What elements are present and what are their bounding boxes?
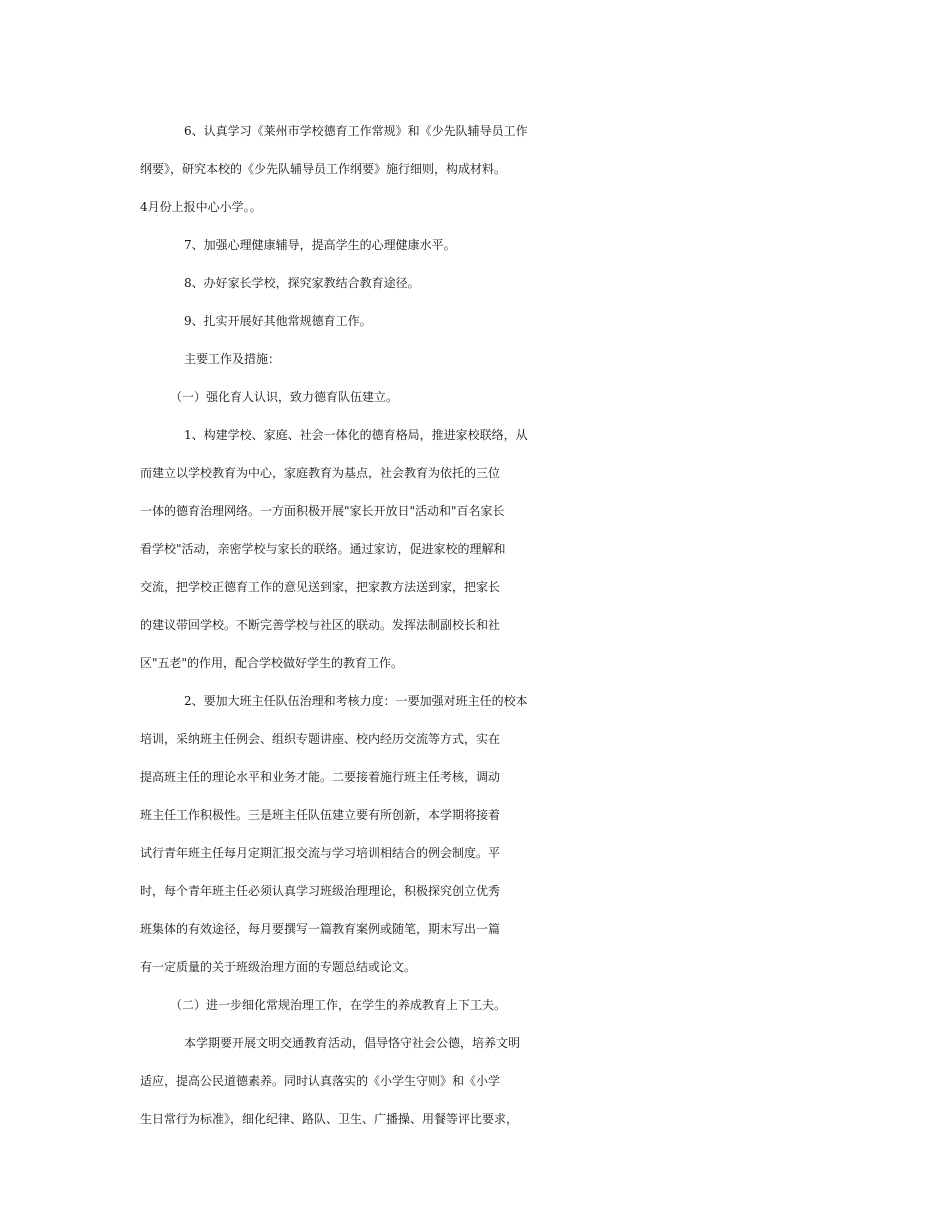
paragraph-line: 9、扎实开展好其他常规德育工作。 — [184, 314, 372, 328]
paragraph-line: 的建议带回学校。不断完善学校与社区的联动。发挥法制副校长和社 — [140, 618, 501, 632]
paragraph-line: 纲要》，研究本校的《少先队辅导员工作纲要》施行细则，构成材料。 — [140, 162, 507, 176]
paragraph-line: 培训，采纳班主任例会、组织专题讲座、校内经历交流等方式，实在 — [140, 732, 501, 746]
paragraph-line: 一体的德育治理网络。一方面积极开展"家长开放日"活动和"百名家长 — [140, 504, 505, 518]
paragraph-line: 2、要加大班主任队伍治理和考核力度：一要加强对班主任的校本 — [184, 694, 528, 708]
section-heading: （二）进一步细化常规治理工作，在学生的养成教育上下工夫。 — [170, 998, 507, 1012]
paragraph-line: 本学期要开展文明交通教育活动，倡导恪守社会公德，培养文明 — [184, 1036, 521, 1050]
paragraph-line: 适应，提高公民道德素养。同时认真落实的《小学生守则》和《小学 — [140, 1074, 501, 1088]
paragraph-line: 提高班主任的理论水平和业务才能。二要接着施行班主任考核，调动 — [140, 770, 501, 784]
paragraph-line: 1、构建学校、家庭、社会一体化的德育格局，推进家校联络，从 — [184, 428, 528, 442]
paragraph-line: 班集体的有效途径，每月要撰写一篇教育案例或随笔，期末写出一篇 — [140, 922, 501, 936]
paragraph-line: 时，每个青年班主任必须认真学习班级治理理论，积极探究创立优秀 — [140, 884, 501, 898]
paragraph-line: 班主任工作积极性。三是班主任队伍建立要有所创新，本学期将接着 — [140, 808, 501, 822]
paragraph-line: 7、加强心理健康辅导，提高学生的心理健康水平。 — [184, 238, 456, 252]
paragraph-line: 有一定质量的关于班级治理方面的专题总结或论文。 — [140, 960, 417, 974]
paragraph-line: 交流，把学校正德育工作的意见送到家，把家教方法送到家，把家长 — [140, 580, 501, 594]
paragraph-line: 区"五老"的作用，配合学校做好学生的教育工作。 — [140, 656, 404, 670]
paragraph-line: 8、办好家长学校，探究家教结合教育途径。 — [184, 276, 420, 290]
section-heading: 主要工作及措施： — [184, 352, 281, 366]
paragraph-line: 4月份上报中心小学。。 — [140, 200, 262, 214]
paragraph-line: 看学校"活动，亲密学校与家长的联络。通过家访，促进家校的理解和 — [140, 542, 506, 556]
paragraph-line: 生日常行为标准》，细化纪律、路队、卫生、广播操、用餐等评比要求， — [140, 1112, 519, 1126]
paragraph-line: 6、认真学习《莱州市学校德育工作常规》和《少先队辅导员工作 — [184, 124, 528, 138]
paragraph-line: 而建立以学校教育为中心，家庭教育为基点，社会教育为依托的三位 — [140, 466, 501, 480]
section-heading: （一）强化育人认识，致力德育队伍建立。 — [170, 390, 399, 404]
paragraph-line: 试行青年班主任每月定期汇报交流与学习培训相结合的例会制度。平 — [140, 846, 501, 860]
